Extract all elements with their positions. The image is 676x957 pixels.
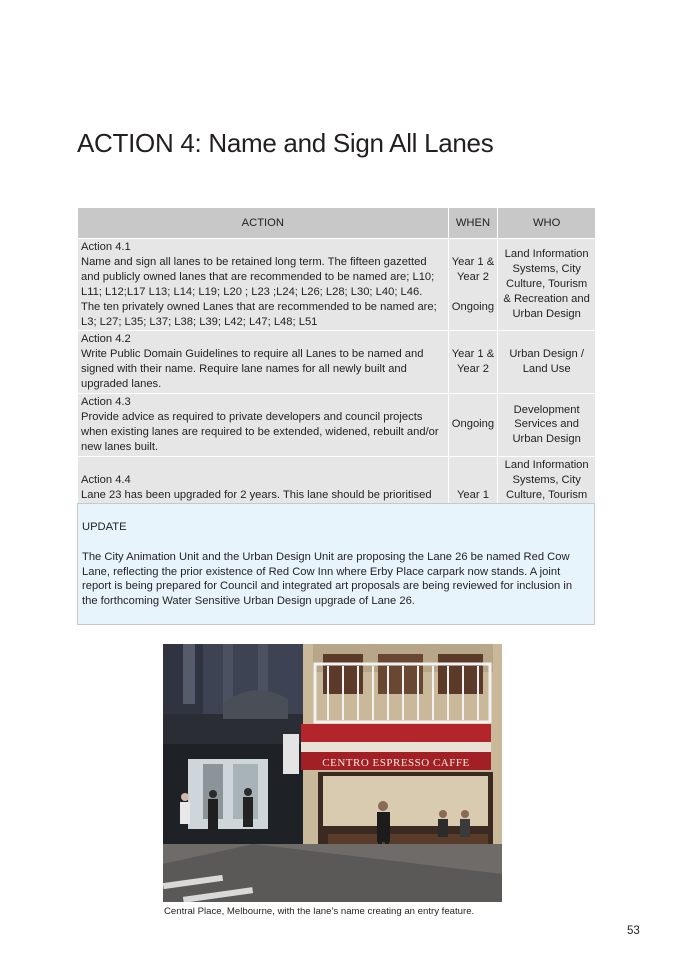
table-header-row bbox=[78, 208, 596, 239]
table-row bbox=[78, 239, 596, 331]
when-cell bbox=[448, 394, 498, 457]
when-text: Year 1 & Year 2 bbox=[451, 348, 495, 376]
photo-caption: Central Place, Melbourne, with the lane’s name creating an entry feature. bbox=[164, 906, 475, 917]
action-cell bbox=[78, 394, 449, 457]
street-photo bbox=[163, 644, 502, 902]
update-heading: UPDATE bbox=[82, 521, 127, 533]
who-line: Urban Design bbox=[512, 433, 581, 446]
action-cell bbox=[78, 331, 449, 394]
when-text: Year 1 & Year 2 bbox=[451, 255, 495, 283]
when-text: Ongoing bbox=[451, 418, 495, 431]
who-line: Services and bbox=[514, 418, 579, 431]
action-id: Action 4.4 bbox=[81, 473, 131, 486]
header-when: WHEN bbox=[448, 208, 498, 239]
update-body: The City Animation Unit and the Urban Design Unit are proposing the Lane 26 be named Red Cow Lane, reflecting the prior existence of Red Cow Inn where Erby Place carpark now stands. A joint report is being prepared for Council and integrated art proposals are being reviewed for inclusion in the forthcoming Water Sensitive Urban Design upgrade of Lane 26. bbox=[82, 550, 573, 608]
action-cell bbox=[78, 239, 449, 331]
when-cell bbox=[448, 331, 498, 394]
action-id: Action 4.1 bbox=[81, 241, 131, 253]
who-line: Urban Design / bbox=[509, 348, 584, 361]
who-line: Systems, City bbox=[512, 263, 581, 276]
who-line: Land Information bbox=[504, 248, 589, 261]
who-line: Land Use bbox=[522, 363, 571, 376]
when-text: Ongoing bbox=[451, 300, 495, 313]
when-text: Year 1 bbox=[456, 488, 489, 501]
table-row bbox=[78, 394, 596, 457]
cafe-sign-text: CENTRO ESPRESSO CAFFE bbox=[322, 757, 470, 769]
who-cell bbox=[498, 394, 596, 457]
action-text: The ten privately owned Lanes that are recommended to be named are; L3; L27; L35; L37; L38; L39; L42; L47; L48; L51 bbox=[81, 300, 437, 328]
table-row bbox=[78, 331, 596, 394]
when-cell bbox=[448, 239, 498, 331]
who-line: Land Information bbox=[504, 458, 589, 471]
page-number: 53 bbox=[627, 925, 640, 937]
action-text: Lane 23 has been upgraded for 2 years. This lane should be prioritised bbox=[81, 488, 432, 501]
who-line: Culture, Tourism bbox=[506, 488, 588, 501]
who-line: Systems, City bbox=[512, 473, 581, 486]
who-line: Urban Design bbox=[512, 308, 581, 321]
update-box bbox=[77, 503, 595, 625]
action-text: Provide advice as required to private developers and council projects when existing lanes are required to be extended, widened, rebuilt and/or new lanes built. bbox=[81, 410, 439, 453]
action-id: Action 4.2 bbox=[81, 333, 131, 346]
who-cell bbox=[498, 239, 596, 331]
who-line: & Recreation and bbox=[503, 293, 590, 306]
action-id: Action 4.3 bbox=[81, 396, 131, 409]
header-action: ACTION bbox=[78, 208, 449, 239]
header-who: WHO bbox=[498, 208, 596, 239]
who-cell bbox=[498, 331, 596, 394]
actions-table bbox=[77, 207, 596, 535]
who-line: Development bbox=[513, 403, 580, 416]
who-line: Culture, Tourism bbox=[506, 278, 588, 291]
action-text: Name and sign all lanes to be retained long term. The fifteen gazetted and publicly owned lanes that are recommended to be named are; L10; L11; L12;L17 L13; L14; L19; L20 ; L23 ;L24; L26; L28; L30; L40; L46. bbox=[81, 255, 435, 298]
action-text: Write Public Domain Guidelines to require all Lanes to be named and signed with their name. Require lane names for all newly built and upgraded lanes. bbox=[81, 348, 424, 391]
page-title: ACTION 4: Name and Sign All Lanes bbox=[77, 128, 494, 158]
